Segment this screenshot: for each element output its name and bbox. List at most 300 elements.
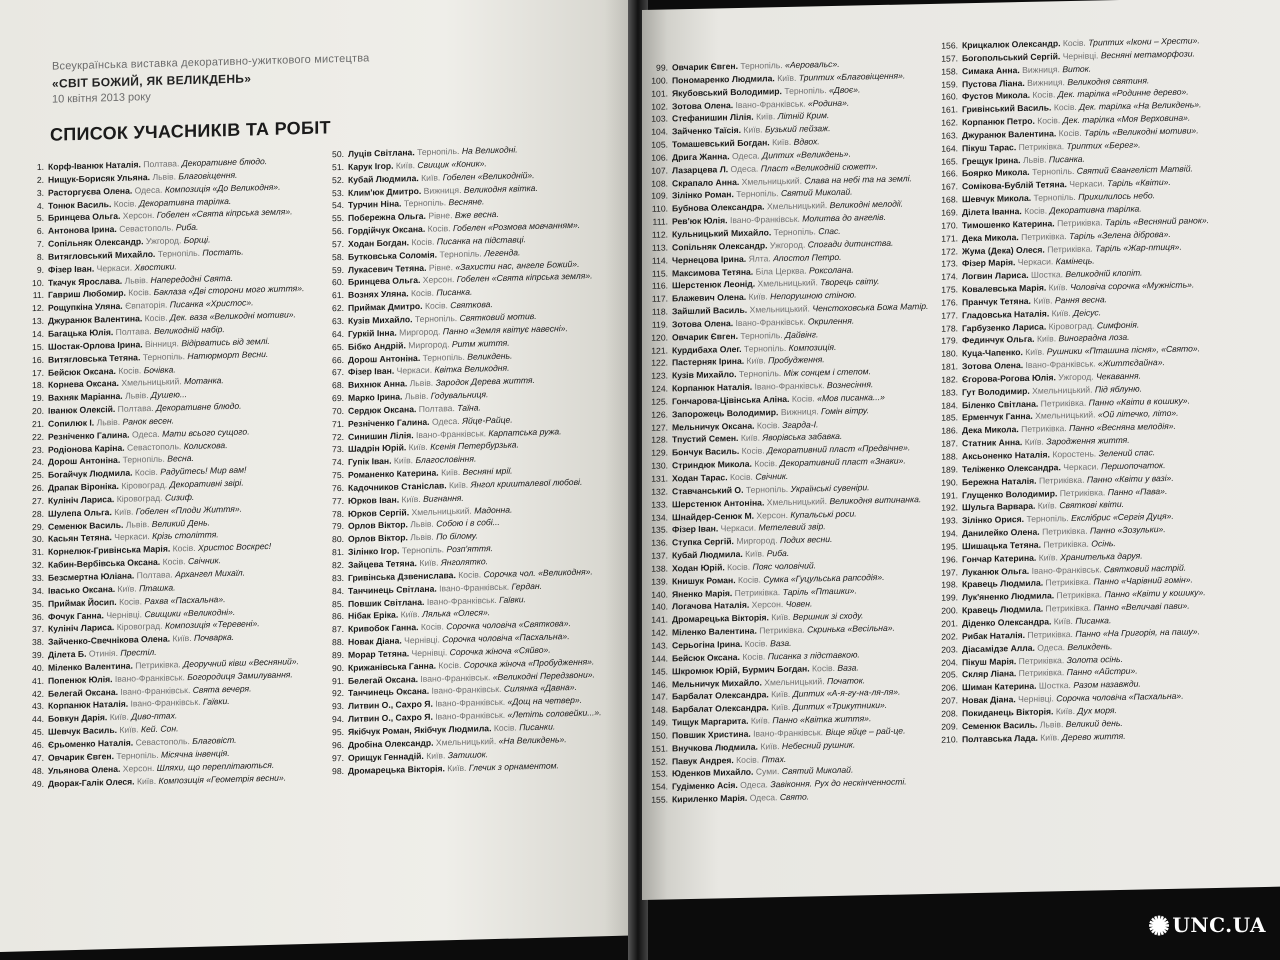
participant-city: Івано-Франківськ. [416,427,486,440]
artwork-title: Композиція «Теревені». [164,618,260,632]
artwork-title: Крізь століття. [152,529,219,542]
artwork-title: Богородиця Замилування. [187,669,293,682]
entry-number: 150. [651,730,668,741]
entry-number: 148. [651,704,668,715]
artwork-title: Святковий настрій. [1103,562,1187,574]
entry-number: 180. [941,348,958,359]
participant-name: Кузів Михайло. [348,314,413,326]
participant-city: Івано-Франківськ. [753,727,824,739]
artwork-title: Розп'яття. [446,543,493,555]
artwork-title: Великий день. [1065,717,1123,729]
participant-name: Ходан Юрій. [672,562,725,574]
participant-city: Чернівці. [411,647,448,659]
entry-number: 24. [32,457,44,468]
participant-city: Львів. [125,518,150,530]
participant-city: Чернівці. [106,608,143,620]
participant-name: Крицкалюк Олександр. [962,38,1061,51]
entry-number: 112. [651,229,668,240]
participant-city: Ужгород. [145,235,182,247]
artwork-title: Дайвінг. [785,329,819,340]
entry-number: 85. [332,598,344,609]
artwork-title: Великодній набір. [154,324,225,336]
artwork-title: Зародження життя. [1046,434,1130,447]
entry-number: 132. [651,486,668,497]
participant-name: Гладовська Наталія. [962,308,1050,321]
left-page [0,0,636,952]
entry-number: 123. [651,370,668,382]
participant-name: Овчарик Євген. [672,330,738,343]
entry-number: 169. [941,207,958,218]
entry-number: 15. [32,341,44,352]
participant-name: Шерстенюк Леонід. [672,278,756,291]
participant-name: Фізер Іван. [348,366,395,378]
artwork-title: Силянка «Давна». [503,682,577,695]
participant-city: Петриківка. [1021,230,1067,242]
participant-city: Київ. [1025,346,1045,358]
entry-number: 79. [332,521,344,532]
participant-city: Петриківка. [1056,589,1103,601]
artwork-title: Святкові квіти. [1059,499,1124,511]
participant-city: Хмельницький. [749,303,810,315]
participant-name: Родіонова Каріна. [48,442,125,455]
artwork-title: Постать. [202,246,244,258]
participant-city: Косів. [128,287,152,299]
participant-name: Зотова Олена. [672,99,734,111]
participant-name: Зайшлий Василь. [672,304,748,317]
participant-city: Косів. [1032,89,1056,101]
participant-name: Орлов Віктор. [348,532,408,545]
participant-name: Литвин О., Сахро Я. [348,711,433,725]
participant-name: Новак Діана. [348,635,402,647]
entry-number: 206. [941,682,958,693]
participant-city: Вижниця. [1022,63,1060,75]
participant-city: Косів. [1058,127,1082,139]
entry-number: 127. [651,422,668,433]
participant-city: Вижниця. [780,406,819,417]
artwork-title: Гобелен «Свята кіпрська земля». [456,270,593,285]
participant-name: Сопільняк Олександр. [48,236,144,249]
participant-city: Івано-Франківськ. [735,98,806,110]
artwork-title: Великий День. [151,517,211,529]
participant-city: Петриківка. [1038,474,1085,486]
artwork-title: Свищик «Коник». [417,158,487,170]
entry-number: 48. [32,765,44,776]
participant-city: Косів. [162,556,186,567]
participant-name: Дека Микола. [962,424,1019,436]
exhibition-subtitle: Всеукраїнська виставка декоративно-ужиткового мистецтва [52,52,370,73]
entry-number: 64. [332,328,344,340]
entry-number: 153. [651,768,668,780]
artwork-title: Гобелен «Плоди Життя». [135,503,243,517]
participant-city: Полтава. [136,569,173,581]
participant-name: Сопільняк Олександр. [672,240,768,253]
participant-city: Євпаторія. [125,299,168,312]
participant-city: Хмельницький. [766,200,828,212]
entry-number: 133. [651,499,668,510]
entry-number: 161. [941,104,958,115]
participant-name: Белегай Оксана. [348,673,419,686]
artwork-title: Свічник. [187,555,221,567]
participant-city: Хмельницький. [435,735,497,748]
artwork-title: Благовіщення. [178,169,238,182]
artwork-title: Разом назавжди. [1073,678,1141,691]
participant-city: Косів. [118,364,142,376]
entry-number: 72. [332,431,344,442]
participant-city: Косів. [144,312,168,324]
entry-number: 207. [941,695,958,706]
participant-name: Шевчук Микола. [962,192,1032,205]
artwork-title: «Мов писанка...» [817,391,885,404]
entry-number: 198. [941,579,958,591]
participant-city: Київ. [771,612,791,623]
participant-city: Полтава. [117,403,154,414]
participant-name: Ковалевська Марія. [962,282,1047,295]
participant-city: Київ. [136,775,157,786]
artwork-title: Почварка. [193,632,235,644]
participant-city: Ялта. [748,252,771,264]
participant-city: Петриківка. [1027,628,1073,640]
entry-number: 97. [332,752,344,763]
participant-city: Хмельницький. [1035,409,1096,422]
participant-name: Гудіменко Асія. [672,780,738,792]
entry-number: 54. [332,200,344,211]
participant-city: Київ. [746,355,766,367]
entry-number: 194. [941,528,958,539]
participant-name: Книшук Роман. [672,574,736,587]
participant-city: Чернівці. [404,634,440,646]
entry-number: 176. [941,297,958,308]
participant-city: Київ. [771,702,791,713]
participant-name: Дорош Антоніна. [48,455,121,468]
artwork-title: Великодня святиня. [1067,74,1150,87]
participant-name: Біленко Світлана. [962,398,1039,410]
participant-city: Косів. [113,197,137,209]
participant-city: Івано-Франківськ. [1025,358,1096,371]
participant-name: Семенюк Василь. [962,719,1038,732]
participant-city: Хмельницький. [766,495,828,508]
exhibition-title: «СВІТ БОЖИЙ, ЯК ВЕЛИКДЕНЬ» [52,71,252,91]
participant-name: Рибак Наталія. [962,629,1026,642]
participant-city: Косів. [438,659,462,671]
artwork-title: Таїна. [457,402,481,413]
participant-name: Фустов Микола. [962,90,1030,102]
participant-name: Крижанівська Ганна. [348,660,437,673]
artwork-title: Весняні мрії. [462,465,513,477]
participant-city: Тернопіль. [1032,166,1075,178]
artwork-title: Великодній клопіт. [1065,267,1143,280]
participant-city: Київ. [119,724,139,735]
entry-number: 178. [941,322,958,334]
artwork-title: Пояс чоловічий. [752,560,817,572]
entry-number: 19. [32,393,44,404]
entry-number: 53. [332,187,344,198]
participant-city: Івано-Франківськ. [114,671,185,684]
entry-number: 99. [656,62,668,73]
participant-name: Зотова Олена. [672,317,734,330]
participant-city: Одеса. [1037,641,1066,653]
participant-name: Лук'яненко Людмила. [962,590,1055,603]
participant-city: Львів. [152,171,176,182]
entry-number: 141. [651,614,668,626]
participant-city: Шостка. [1038,680,1071,691]
artwork-title: Панно «Квіти у кошику». [1104,587,1206,600]
participant-name: Луканюк Ольга. [962,565,1030,577]
participant-name: Скрапало Анна. [672,176,740,188]
participant-name: Грещук Ірина. [962,154,1021,166]
participant-name: Дромарецька Вікторія. [672,612,769,625]
artwork-title: Пташка. [139,582,176,594]
participant-name: Кульницький Михайло. [672,227,772,240]
artwork-title: Панно «Квіти в кошику». [1088,395,1190,408]
participant-city: Івано-Франківськ. [729,213,800,226]
participant-name: Яненко Марія. [672,587,733,599]
entry-number: 134. [651,511,668,523]
participant-city: Херсон. [122,762,155,774]
artwork-title: Хвостики. [134,261,177,273]
participant-name: Серьогіна Ірина. [672,638,743,651]
entry-number: 205. [941,669,958,681]
artwork-title: Свято. [779,791,810,803]
artwork-title: Сорочка чол. «Великодня». [483,566,593,580]
artwork-title: Борщі. [183,234,211,246]
entry-number: 185. [941,412,958,424]
entry-number: 129. [651,447,668,459]
participant-city: Черкаси. [720,522,757,534]
participant-name: Максимова Тетяна. [672,266,754,278]
entry-number: 76. [332,482,344,494]
entry-number: 122. [651,357,668,369]
entry-number: 155. [651,794,668,805]
artwork-title: Лялька «Олеся». [422,607,491,620]
artwork-title: Вигнання. [423,492,464,504]
participant-name: Багацька Юлія. [48,327,114,339]
participant-city: Херсон. [122,210,155,222]
artwork-title: Молитва до ангелів. [802,212,886,224]
participant-name: Семенюк Василь. [48,519,124,532]
artwork-title: Напередодні Свята. [150,272,233,285]
entry-number: 140. [651,589,668,600]
participant-name: Корф-Іванюк Наталія. [48,159,141,172]
participant-name: Барбалат Олександра. [672,689,769,702]
participant-city: Тернопіль. [743,342,787,354]
participant-name: Кравець Людмила. [962,603,1044,616]
entry-number: 9. [36,264,44,275]
participant-name: Єгорова-Рогова Юлія. [962,372,1056,385]
artwork-title: Весна. [167,453,194,465]
participant-name: Овчарик Євген. [672,60,738,73]
entry-number: 191. [941,489,958,501]
participant-city: Тернопіль. [401,544,445,556]
entry-number: 20. [32,405,44,417]
entry-number: 157. [941,53,958,64]
participant-city: Чернівці. [1018,693,1054,705]
artwork-title: Святкова. [450,299,493,311]
artwork-title: Риба. [175,222,199,233]
participant-city: Івано-Франківськ. [130,697,201,710]
entry-number: 45. [32,726,44,738]
participant-city: Київ. [772,136,792,148]
participant-name: Полтавська Лада. [962,732,1038,744]
participant-name: Мельничук Оксана. [672,420,755,432]
entry-number: 106. [651,152,668,163]
participant-name: Тищук Маргарита. [672,715,749,728]
artwork-title: Яйце-Райце. [462,414,513,426]
artwork-title: «Ой літечко, літо». [1097,408,1179,420]
artwork-title: Квітка Великодня. [434,363,510,375]
participant-name: Бібко Андрій. [348,340,406,352]
participant-city: Київ. [1036,333,1057,345]
participant-city: Київ. [419,557,439,569]
entry-number: 93. [332,701,344,712]
participant-name: Фізер Іван. [672,523,719,535]
participant-city: Київ. [777,72,797,84]
participant-city: Одеса. [730,163,759,174]
artwork-title: «Родина». [807,97,850,109]
entry-number: 110. [651,203,668,215]
entry-number: 91. [332,675,344,686]
participant-name: Ульянова Олена. [48,763,121,776]
participant-city: Київ. [1040,731,1060,743]
participant-city: Миргород. [736,535,778,547]
participant-city: Івано-Франківськ. [120,684,191,697]
artwork-title: Сумка «Гуцульська рапсодія». [763,571,885,585]
artwork-title: Панно «Величаві пави». [1093,600,1190,613]
artwork-title: Вершник зі сходу. [792,610,864,623]
participant-name: Фізер Іван. [48,263,95,275]
artwork-title: Рання весна. [1054,294,1107,306]
participant-name: Діденко Олександра. [962,616,1052,629]
artwork-title: Рушники «Пташина пісня», «Свято». [1046,343,1201,357]
participant-city: Хмельницький. [741,175,802,187]
participant-city: Косів. [134,467,158,478]
artwork-title: Між сонцем і степом. [783,366,871,379]
entry-number: 52. [332,174,344,185]
participant-city: Косів. [119,595,143,607]
artwork-title: Екслібрис «Сергія Дуця». [1071,511,1174,524]
entry-number: 170. [941,220,958,231]
participant-name: Приймак Дмитро. [348,301,423,314]
entry-number: 27. [32,495,44,507]
entry-number: 38. [32,637,44,648]
artwork-title: Собою і в собі... [436,517,500,530]
artwork-title: Гаївки. [202,696,230,708]
participant-city: Миргород. [408,338,450,350]
participant-city: Одеса. [431,415,460,427]
participant-name: Нищук-Борисяк Ульяна. [48,171,151,185]
participant-city: Київ. [760,740,780,752]
artwork-title: Христос Воскрес! [197,541,272,554]
entry-number: 7. [36,238,44,250]
artwork-title: Метелевий звір. [758,521,826,533]
artwork-title: Осінь. [1091,537,1116,549]
entry-number: 67. [332,367,344,378]
participant-city: Чернівці. [1062,50,1099,62]
entry-number: 92. [332,688,344,699]
entry-number: 190. [941,477,958,488]
entry-number: 139. [651,576,668,587]
participant-name: Пономаренко Людмила. [672,73,775,86]
participant-city: Київ. [750,715,771,726]
participant-city: Косів. [756,419,780,431]
entry-number: 11. [32,290,44,301]
participant-name: Дворак-Галік Олеся. [48,775,135,789]
entry-number: 71. [332,418,344,430]
entry-number: 187. [941,438,958,449]
participant-city: Львів. [410,531,434,543]
participant-city: Косів. [1037,115,1061,126]
participant-name: Танчинець Оксана. [348,686,430,699]
participant-city: Петриківка. [1040,397,1087,409]
artwork-title: Золота осінь. [1066,653,1123,665]
participant-name: Клим'юк Дмитро. [348,185,422,198]
participants-column-3 [644,56,928,807]
participant-city: Київ. [426,749,446,761]
participant-city: Вижниця. [423,184,462,196]
participant-city: Львів. [125,390,149,401]
participant-city: Петриківка. [1018,654,1065,666]
entry-number: 77. [332,495,344,507]
participant-name: Гордійчук Оксана. [348,223,426,236]
artwork-title: Благовіст. [192,734,237,746]
participant-city: Київ. [172,633,192,644]
entry-number: 6. [36,226,44,237]
participant-name: Овчарик Євген. [48,750,114,763]
entry-number: 96. [332,739,344,751]
artwork-title: Згарда-І. [782,418,819,430]
participant-city: Київ. [1033,295,1053,306]
participant-name: Івасько Оксана. [48,583,116,596]
entry-number: 68. [332,380,344,391]
entry-number: 37. [32,624,44,635]
artwork-title: Дерево життя. [1061,730,1126,742]
entry-number: 5. [36,213,44,224]
participant-city: Косів. [458,569,482,580]
participant-name: Корпанюк Петро. [962,115,1035,128]
artwork-title: Панно «Квітка життя». [772,713,872,726]
artwork-title: Вдвох. [793,136,820,147]
entry-number: 145. [651,666,668,677]
entry-number: 1. [36,161,44,173]
participant-name: Зайцева Тетяна. [348,558,417,570]
artwork-title: Гаївки. [499,593,526,605]
participant-city: Київ. [109,711,129,723]
artwork-title: Мотанка. [184,375,224,387]
participant-name: Бейсюк Оксана. [48,365,116,378]
entry-number: 83. [332,572,344,584]
participant-name: Покиданець Вікторія. [962,706,1054,719]
entry-number: 181. [941,361,958,372]
participant-name: Кубай Людмила. [348,172,419,185]
entry-number: 41. [32,675,44,686]
entry-number: 177. [941,310,958,321]
entry-number: 142. [651,627,668,638]
participant-city: Київ. [117,583,137,594]
participant-city: Київ. [114,506,134,517]
participant-name: Бейсюк Оксана. [672,651,740,664]
artwork-title: Творець світу. [820,276,880,288]
entry-number: 204. [941,656,958,668]
participant-city: Тернопіль. [736,188,779,200]
participant-name: Резніченко Галина. [348,416,430,429]
entry-number: 56. [332,226,344,237]
artwork-title: Гобелен «Великодній». [442,169,535,183]
artwork-title: Відірватись від землі. [181,335,270,349]
participant-city: Суми. [755,766,780,778]
entry-number: 182. [941,374,958,385]
participant-name: Пранчук Тетяна. [962,295,1031,308]
artwork-title: Таріль «Великодні мотиви». [1084,125,1199,138]
artwork-title: Глечик з орнаментом. [468,759,559,773]
